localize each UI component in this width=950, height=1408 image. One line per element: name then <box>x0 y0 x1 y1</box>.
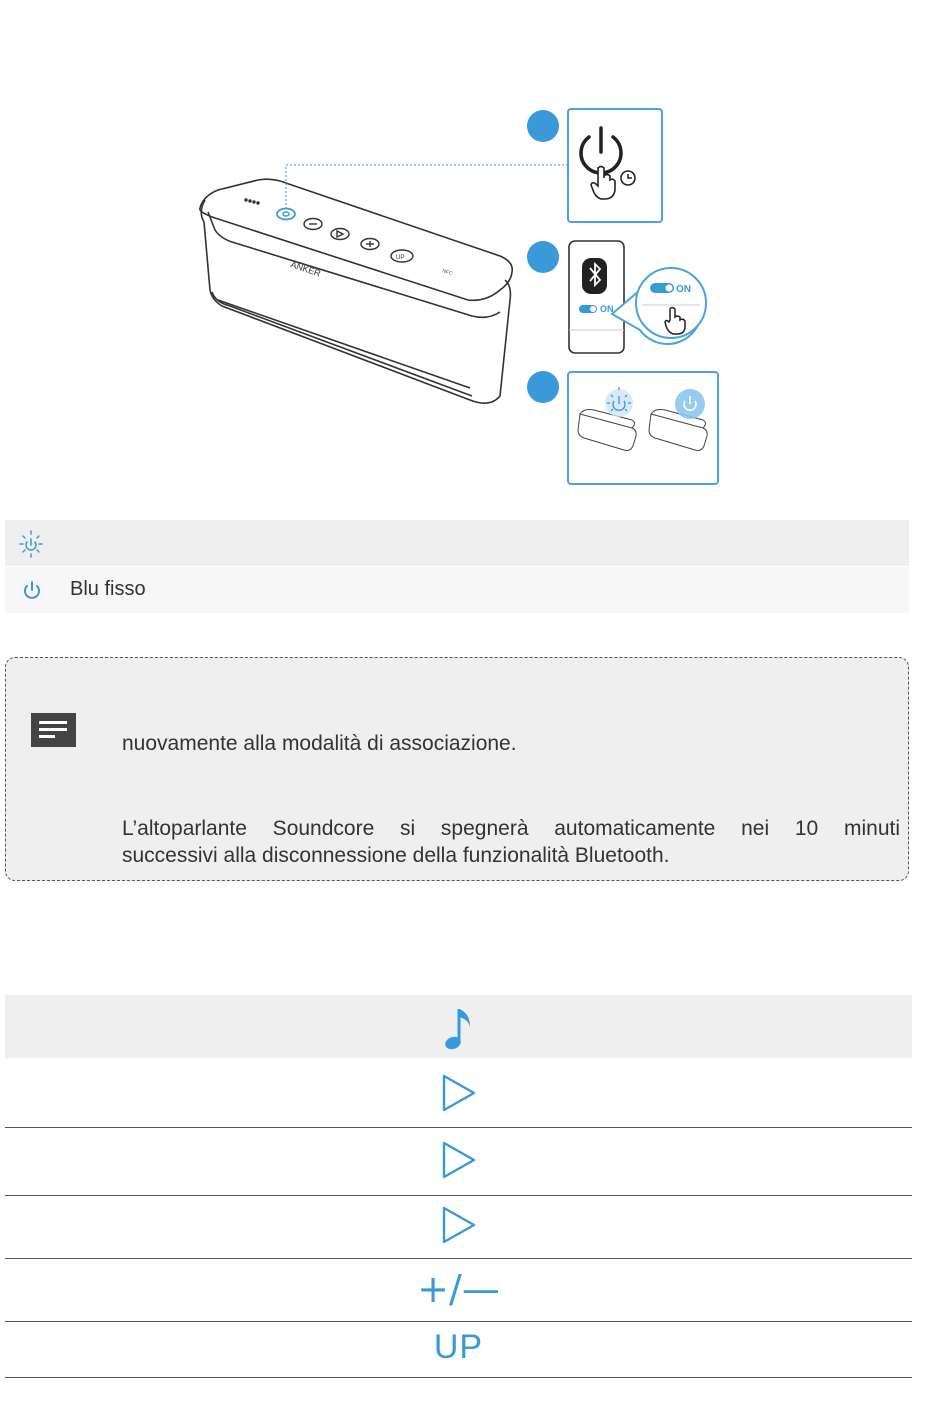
music-note-icon <box>442 1003 476 1056</box>
speaker-illustration <box>0 0 950 500</box>
play-icon <box>441 1141 477 1184</box>
controls-header <box>5 995 912 1058</box>
note-box <box>5 657 909 881</box>
status-text-solid: Blu fisso <box>70 578 146 600</box>
step-1-dot <box>527 110 559 142</box>
controls-row-1 <box>5 1058 912 1128</box>
leader-line <box>286 165 568 209</box>
note-line-3: successivi alla disconnessione della funzionalità Bluetooth. <box>122 844 670 867</box>
controls-row-2 <box>5 1128 912 1196</box>
controls-row-3 <box>5 1196 912 1259</box>
power-icon <box>21 579 43 606</box>
speaker-brand: ANKER <box>289 259 322 279</box>
step-3-dot <box>527 371 559 403</box>
controls-row-4 <box>5 1259 912 1322</box>
up-label: UP <box>433 1328 484 1366</box>
svg-text:NFC: NFC <box>441 268 454 278</box>
speaker-buttons <box>245 199 413 262</box>
note-line-1: nuovamente alla modalità di associazione. <box>122 732 517 755</box>
volume-plus-minus-icon: +/— <box>417 1267 500 1311</box>
step-3-panel <box>568 372 718 484</box>
play-icon <box>441 1206 477 1249</box>
phone-outline <box>569 241 624 353</box>
bt-on-label-zoom: ON <box>676 284 691 295</box>
svg-text:UP: UP <box>396 255 405 261</box>
blinking-power-icon <box>15 528 47 565</box>
status-row-solid <box>5 567 909 613</box>
bt-on-label-small: ON <box>600 304 614 314</box>
step-2-dot <box>527 241 559 273</box>
status-row-blinking <box>5 520 909 566</box>
note-line-2: L’altoparlante Soundcore si spegnerà automaticamente nei 10 minuti <box>122 817 900 840</box>
setup-illustration <box>0 0 950 500</box>
controls-row-5 <box>5 1322 912 1378</box>
note-icon <box>31 713 76 752</box>
play-icon <box>441 1074 477 1117</box>
speaker-drawing <box>200 179 512 403</box>
